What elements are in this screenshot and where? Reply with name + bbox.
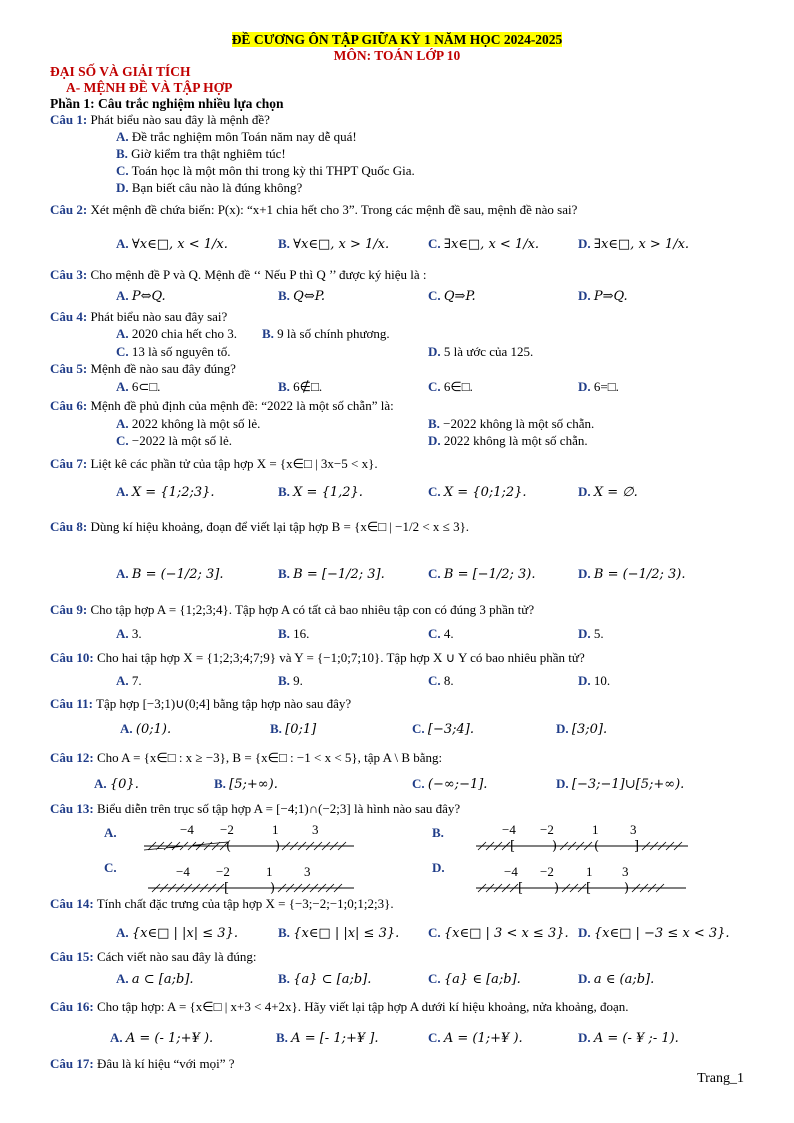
option-10a: A. 7. xyxy=(116,673,142,688)
question-11: Câu 11: Tập hợp [−3;1)∪(0;4] bằng tập hợp nào sau đây? xyxy=(50,696,352,711)
option-6d: D. 2022 không là một số chẵn. xyxy=(428,433,588,448)
option-6b: B. −2022 không là một số chẵn. xyxy=(428,416,595,431)
svg-text:1: 1 xyxy=(586,864,593,879)
svg-text:(: ( xyxy=(594,839,600,854)
svg-text:3: 3 xyxy=(304,864,311,879)
number-line-d xyxy=(474,862,694,898)
svg-text:1: 1 xyxy=(592,822,599,837)
subsection-heading: A- MỆNH ĐỀ VÀ TẬP HỢP xyxy=(66,80,233,95)
question-12: Câu 12: Cho A = {x∈□ : x ≥ −3}, B = {x∈□ : −1 < x < 5}, tập A \ B bằng: xyxy=(50,750,443,765)
number-line-a xyxy=(140,820,360,856)
svg-text:−2: −2 xyxy=(216,864,230,879)
section-heading: ĐẠI SỐ VÀ GIẢI TÍCH xyxy=(50,64,191,79)
option-5c: C. 6∈□. xyxy=(428,379,473,394)
option-9d: D. 5. xyxy=(578,626,604,641)
option-10d: D. 10. xyxy=(578,673,611,688)
option-15d: D. a ∈ (a;b]. xyxy=(578,971,655,987)
svg-text:): ) xyxy=(270,881,276,896)
svg-text:−4: −4 xyxy=(502,822,516,837)
option-12b: B. [5;+∞). xyxy=(214,776,278,792)
option-11c: C. [−3;4]. xyxy=(412,721,474,737)
question-17: Câu 17: Đâu là kí hiệu “với mọi” ? xyxy=(50,1056,235,1071)
number-line-b xyxy=(474,820,694,856)
option-4d: D. 5 là ước của 125. xyxy=(428,344,534,359)
question-2: Câu 2: Xét mệnh đề chứa biến: P(x): “x+1 chia hết cho 3”. Trong các mệnh đề sau, mệnh đề nào sai? xyxy=(50,202,578,217)
option-3c: C. Q⇒P. xyxy=(428,288,476,304)
option-10c: C. 8. xyxy=(428,673,454,688)
option-1b: B. Giờ kiểm tra thật nghiêm túc! xyxy=(116,146,286,161)
option-12c: C. (−∞;−1]. xyxy=(412,776,488,792)
option-8d: D. B = (−1/2; 3). xyxy=(578,566,686,582)
question-10: Câu 10: Cho hai tập hợp X = {1;2;3;4;7;9} và Y = {−1;0;7;10}. Tập hợp X ∪ Y có bao nhiêu phần tử? xyxy=(50,650,585,665)
option-7d: D. X = ∅. xyxy=(578,484,638,500)
option-1a: A. Đề trắc nghiệm môn Toán năm nay dễ quá! xyxy=(116,129,357,144)
tick-label: 1 xyxy=(272,822,279,837)
svg-text:[: [ xyxy=(518,881,524,896)
question-7: Câu 7: Liệt kê các phần tử của tập hợp X = {x∈□ | 3x−5 < x}. xyxy=(50,456,378,471)
question-5: Câu 5: Mệnh đề nào sau đây đúng? xyxy=(50,361,236,376)
option-11a: A. (0;1). xyxy=(120,721,172,737)
svg-text:): ) xyxy=(552,839,558,854)
option-4a: A. 2020 chia hết cho 3. xyxy=(116,326,237,341)
svg-text:1: 1 xyxy=(266,864,273,879)
option-2a: A. ∀x∈□, x < 1/x. xyxy=(116,236,228,252)
option-16a: A. A = (- 1;+¥ ). xyxy=(110,1030,214,1046)
option-1d: D. Bạn biết câu nào là đúng không? xyxy=(116,180,303,195)
svg-text:]: ] xyxy=(634,839,640,854)
question-13: Câu 13: Biểu diễn trên trục số tập hợp A = [−4;1)∩(−2;3] là hình nào sau đây? xyxy=(50,801,461,816)
tick-label: −4 xyxy=(180,822,194,837)
question-label: Câu 1: xyxy=(50,112,88,127)
svg-text:[: [ xyxy=(586,881,592,896)
question-text: Phát biểu nào sau đây là mệnh đề? xyxy=(87,112,270,127)
question-4: Câu 4: Phát biểu nào sau đây sai? xyxy=(50,309,228,324)
option-8c: C. B = [−1/2; 3). xyxy=(428,566,536,582)
option-8b: B. B = [−1/2; 3]. xyxy=(278,566,385,582)
option-13d-label: D. xyxy=(432,860,445,875)
option-14c: C. {x∈□ | 3 < x ≤ 3}. xyxy=(428,925,569,941)
document-subtitle: MÔN: TOÁN LỚP 10 xyxy=(333,48,461,63)
svg-text:3: 3 xyxy=(622,864,629,879)
option-7a: A. X = {1;2;3}. xyxy=(116,484,215,500)
option-6a: A. 2022 không là một số lẻ. xyxy=(116,416,261,431)
option-15b: B. {a} ⊂ [a;b]. xyxy=(278,971,372,987)
option-15a: A. a ⊂ [a;b]. xyxy=(116,971,194,987)
option-7b: B. X = {1,2}. xyxy=(278,484,363,500)
svg-text:3: 3 xyxy=(630,822,637,837)
question-3: Câu 3: Cho mệnh đề P và Q. Mệnh đề ‘‘ Nếu P thì Q ’’ được ký hiệu là : xyxy=(50,267,427,282)
option-16b: B. A = [- 1;+¥ ]. xyxy=(276,1030,379,1046)
option-16c: C. A = (1;+¥ ). xyxy=(428,1030,523,1046)
svg-text:): ) xyxy=(624,881,630,896)
svg-text:[: [ xyxy=(510,839,516,854)
option-14d: D. {x∈□ | −3 ≤ x < 3}. xyxy=(578,925,730,941)
page-number: Trang_1 xyxy=(697,1071,744,1086)
option-16d: D. A = (- ¥ ;- 1). xyxy=(578,1030,679,1046)
bracket: ) xyxy=(275,839,281,854)
svg-text:[: [ xyxy=(224,881,230,896)
option-5b: B. 6∉□. xyxy=(278,379,323,394)
number-line-c xyxy=(146,862,366,898)
option-6c: C. −2022 là một số lẻ. xyxy=(116,433,233,448)
svg-text:−4: −4 xyxy=(504,864,518,879)
svg-text:−2: −2 xyxy=(540,822,554,837)
option-12a: A. {0}. xyxy=(94,776,139,792)
option-1c: C. Toán học là một môn thi trong kỳ thi THPT Quốc Gia. xyxy=(116,163,415,178)
option-9b: B. 16. xyxy=(278,626,310,641)
option-13c-label: C. xyxy=(104,860,117,875)
tick-label: −2 xyxy=(220,822,234,837)
document-title: ĐỀ CƯƠNG ÔN TẬP GIỮA KỲ 1 NĂM HỌC 2024-2025 xyxy=(231,32,563,47)
option-2b: B. ∀x∈□, x > 1/x. xyxy=(278,236,390,252)
question-1 xyxy=(50,112,270,128)
option-11b: B. [0;1] xyxy=(270,721,317,737)
option-2d: D. ∃x∈□, x > 1/x. xyxy=(578,236,690,252)
option-10b: B. 9. xyxy=(278,673,303,688)
svg-text:−2: −2 xyxy=(540,864,554,879)
option-9c: C. 4. xyxy=(428,626,454,641)
option-13b-label: B. xyxy=(432,825,444,840)
option-7c: C. X = {0;1;2}. xyxy=(428,484,527,500)
option-15c: C. {a} ∈ [a;b]. xyxy=(428,971,521,987)
bracket: ( xyxy=(226,839,232,854)
option-13a-label: A. xyxy=(104,825,117,840)
option-2c: C. ∃x∈□, x < 1/x. xyxy=(428,236,540,252)
question-9: Câu 9: Cho tập hợp A = {1;2;3;4}. Tập hợp A có tất cả bao nhiêu tập con có đúng 3 phần tử? xyxy=(50,602,535,617)
tick-label: 3 xyxy=(312,822,319,837)
option-5d: D. 6=□. xyxy=(578,379,619,394)
option-4b: B. 9 là số chính phương. xyxy=(262,326,390,341)
option-5a: A. 6⊂□. xyxy=(116,379,161,394)
question-15: Câu 15: Cách viết nào sau đây là đúng: xyxy=(50,949,257,964)
option-3b: B. Q⇔P. xyxy=(278,288,325,304)
question-6: Câu 6: Mệnh đề phủ định của mệnh đề: “2022 là một số chẵn” là: xyxy=(50,398,394,413)
question-14: Câu 14: Tính chất đặc trưng của tập hợp X = {−3;−2;−1;0;1;2;3}. xyxy=(50,896,394,911)
option-8a: A. B = (−1/2; 3]. xyxy=(116,566,224,582)
option-12d: D. [−3;−1]∪[5;+∞). xyxy=(556,776,685,792)
option-11d: D. [3;0]. xyxy=(556,721,608,737)
part-heading: Phần 1: Câu trắc nghiệm nhiều lựa chọn xyxy=(50,96,284,111)
option-3d: D. P⇒Q. xyxy=(578,288,628,304)
option-14a: A. {x∈□ | |x| ≤ 3}. xyxy=(116,925,238,941)
option-4c: C. 13 là số nguyên tố. xyxy=(116,344,231,359)
svg-text:): ) xyxy=(554,881,560,896)
svg-text:−4: −4 xyxy=(176,864,190,879)
option-3a: A. P⇔Q. xyxy=(116,288,166,304)
question-16: Câu 16: Cho tập hợp: A = {x∈□ | x+3 < 4+2x}. Hãy viết lại tập hợp A dưới kí hiệu khoảng, nửa khoảng, đoạn. xyxy=(50,999,629,1014)
question-8: Câu 8: Dùng kí hiệu khoảng, đoạn để viết lại tập hợp B = {x∈□ | −1/2 < x ≤ 3}. xyxy=(50,519,470,534)
option-14b: B. {x∈□ | |x| ≤ 3}. xyxy=(278,925,400,941)
option-9a: A. 3. xyxy=(116,626,142,641)
